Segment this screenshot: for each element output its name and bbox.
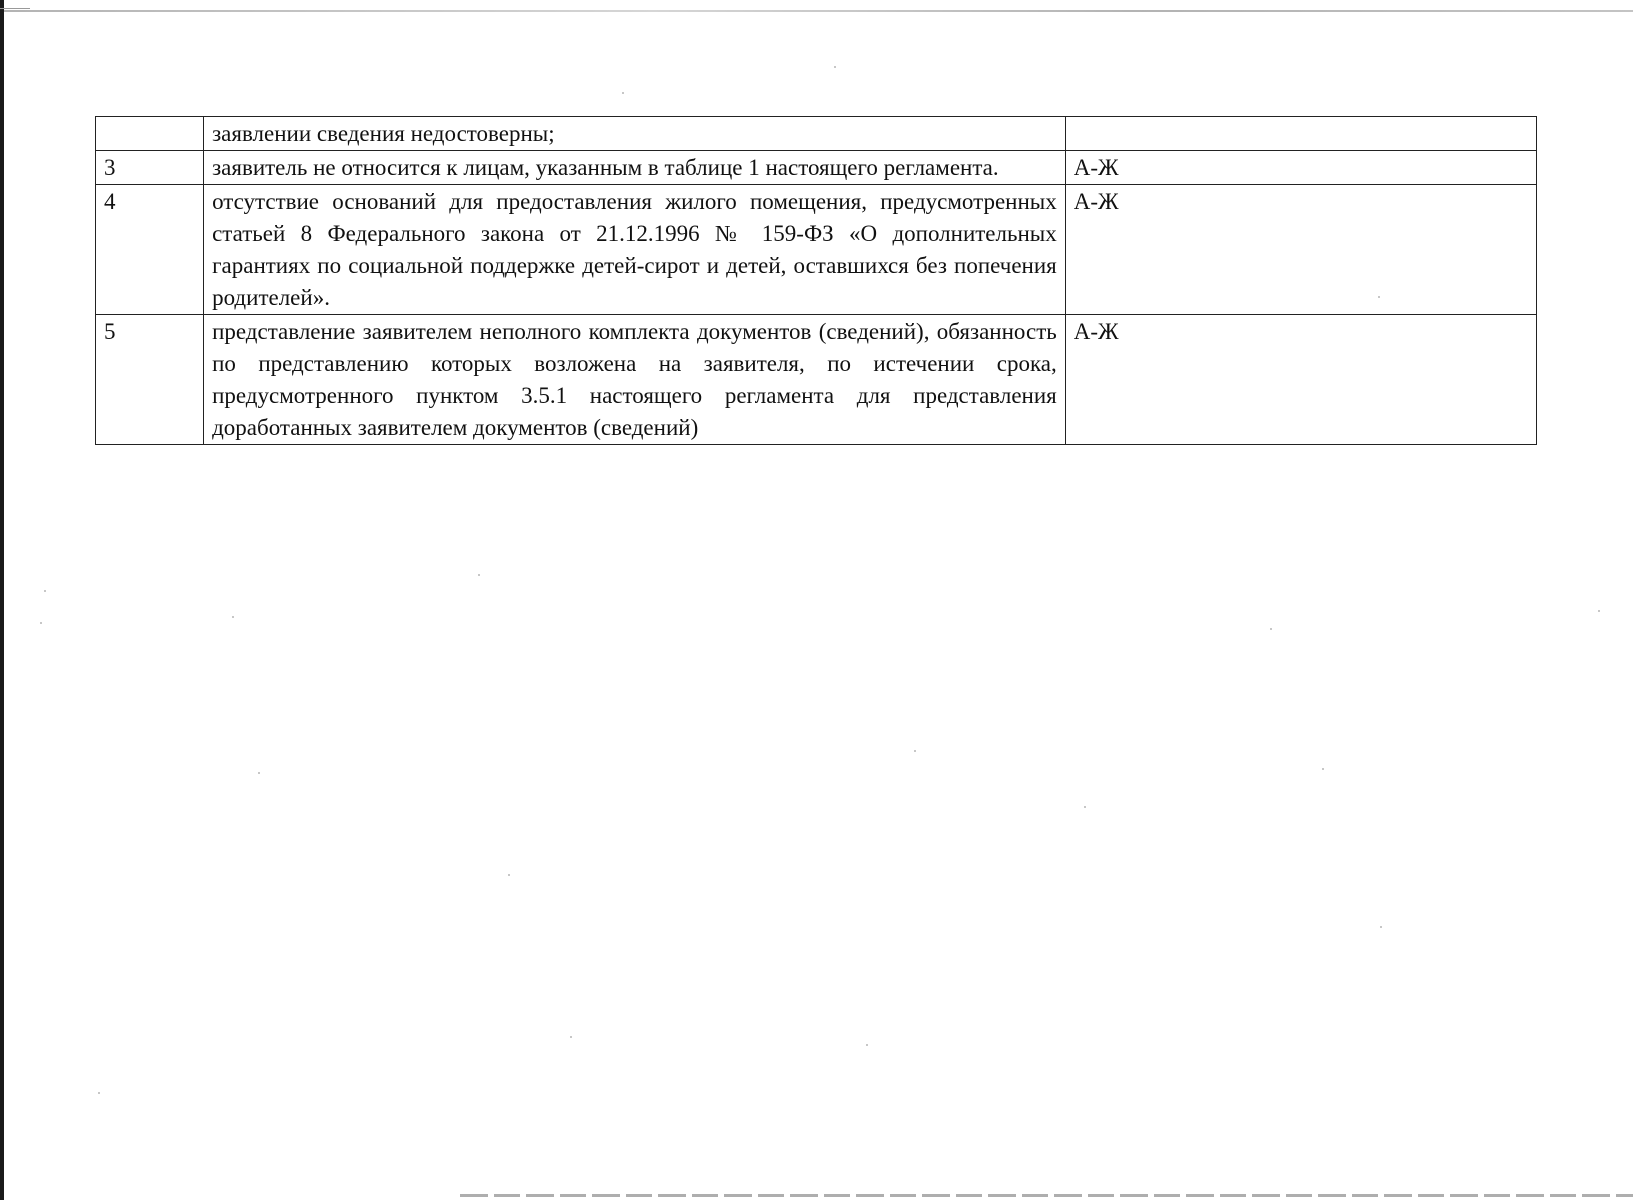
scan-speck bbox=[1084, 806, 1086, 808]
scan-speck bbox=[40, 622, 42, 624]
row-description: заявитель не относится к лицам, указанным в таблице 1 настоящего регламента. bbox=[204, 151, 1066, 185]
scan-speck bbox=[98, 1092, 100, 1094]
scan-speck bbox=[232, 616, 234, 618]
table-row bbox=[96, 151, 1537, 185]
table-row bbox=[96, 315, 1537, 445]
scan-speck bbox=[508, 874, 510, 876]
row-code bbox=[1065, 117, 1536, 151]
scan-top-rule bbox=[0, 10, 1633, 12]
row-number bbox=[96, 117, 204, 151]
scan-speck bbox=[834, 66, 836, 68]
scan-left-edge bbox=[0, 0, 4, 1200]
scan-speck bbox=[866, 1044, 868, 1046]
table-row bbox=[96, 117, 1537, 151]
regulation-table bbox=[95, 116, 1537, 445]
scan-speck bbox=[1270, 628, 1272, 630]
row-number: 4 bbox=[96, 185, 204, 315]
row-code: А-Ж bbox=[1065, 185, 1536, 315]
row-description: заявлении сведения недостоверны; bbox=[204, 117, 1066, 151]
scan-corner-mark bbox=[0, 0, 30, 9]
scan-speck bbox=[622, 92, 624, 94]
scan-speck bbox=[570, 1036, 572, 1038]
row-description: отсутствие оснований для предоставления жилого помещения, предусмотренных статьей 8 Федерального закона от 21.12.1996 № 159-ФЗ «О дополнительных гарантиях по социальной поддержке детей-сирот и детей, оставшихся без попечения родителей». bbox=[204, 185, 1066, 315]
table-row bbox=[96, 185, 1537, 315]
scan-speck bbox=[1322, 768, 1324, 770]
scan-speck bbox=[44, 590, 46, 592]
row-number: 3 bbox=[96, 151, 204, 185]
scan-speck bbox=[914, 750, 916, 752]
scan-speck bbox=[1380, 926, 1382, 928]
row-code: А-Ж bbox=[1065, 151, 1536, 185]
scan-speck bbox=[1598, 610, 1600, 612]
row-code: А-Ж bbox=[1065, 315, 1536, 445]
row-number: 5 bbox=[96, 315, 204, 445]
scan-bottom-strip bbox=[460, 1194, 1633, 1197]
scan-speck bbox=[258, 772, 260, 774]
scan-speck bbox=[478, 574, 480, 576]
row-description: представление заявителем неполного комплекта документов (сведений), обязанность по представлению которых возложена на заявителя, по истечении срока, предусмотренного пунктом 3.5.1 настоящего регламента для представления доработанных заявителем документов (сведений) bbox=[204, 315, 1066, 445]
